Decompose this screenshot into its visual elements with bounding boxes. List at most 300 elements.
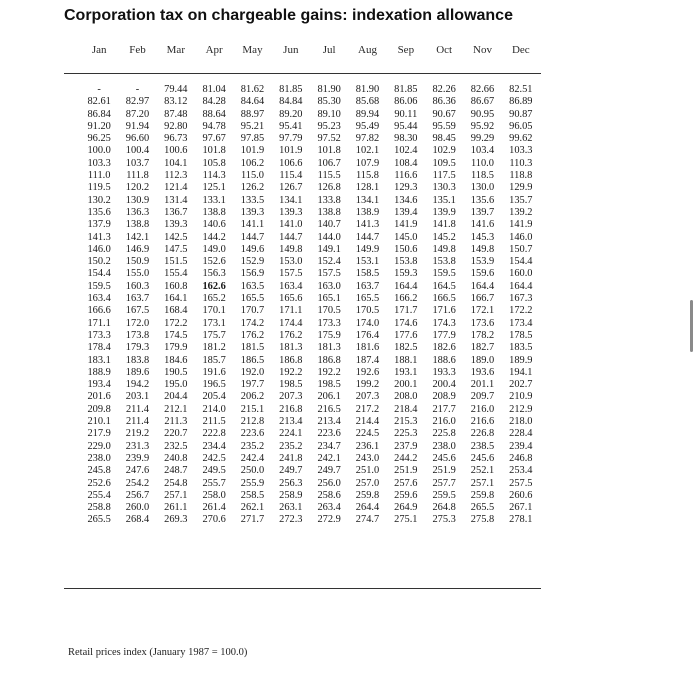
table-cell: 97.79: [279, 133, 303, 145]
table-cell: 245.6: [470, 452, 495, 464]
table-cell: 229.0: [87, 440, 111, 452]
table-cell: 255.9: [240, 477, 265, 489]
table-cell: 257.0: [355, 477, 380, 489]
table-cell: 152.9: [240, 256, 265, 268]
table-cell: 236.1: [355, 440, 380, 452]
table-cell: 89.20: [279, 108, 303, 120]
table-cell: 86.06: [394, 96, 418, 108]
table-row: [80, 416, 540, 428]
table-cell: 139.9: [432, 206, 456, 218]
table-cell: 115.5: [317, 170, 341, 182]
table-cell: 135.7: [509, 194, 533, 206]
table-cell: 199.2: [355, 379, 380, 391]
table-cell: 163.5: [240, 280, 265, 292]
table-cell: 108.4: [394, 157, 418, 169]
table-cell: 141.3: [87, 231, 111, 243]
table-cell: 89.94: [355, 108, 380, 120]
table-cell: 159.6: [470, 268, 495, 280]
table-cell: 141.9: [509, 219, 533, 231]
table-cell: 165.5: [240, 293, 265, 305]
table-cell: 238.5: [470, 440, 495, 452]
table-cell: 181.5: [240, 342, 265, 354]
table-cell: 174.0: [355, 317, 380, 329]
table-cell: 223.6: [317, 428, 341, 440]
table-cell: 246.8: [509, 452, 533, 464]
table-cell: 251.9: [432, 465, 456, 477]
table-row: [80, 367, 540, 379]
footnote: Retail prices index (January 1987 = 100.0): [68, 647, 248, 658]
table-cell: 164.1: [164, 293, 188, 305]
table-cell: 82.26: [432, 84, 456, 95]
table-cell: 163.4: [279, 280, 303, 292]
table-cell: 141.9: [394, 219, 418, 231]
table-cell: 247.6: [125, 465, 150, 477]
table-cell: 81.85: [279, 84, 303, 95]
table-cell: 107.9: [355, 157, 380, 169]
table-cell: 193.3: [432, 366, 456, 378]
table-cell: 216.5: [317, 403, 341, 415]
month-header: Jul: [322, 44, 336, 56]
table-cell: 115.0: [240, 170, 264, 182]
table-cell: 83.12: [164, 96, 188, 108]
table-cell: 131.4: [164, 194, 188, 206]
table-cell: 79.44: [164, 84, 188, 95]
table-cell: 153.9: [470, 256, 495, 268]
table-cell: 278.1: [509, 514, 533, 526]
table-row: [80, 232, 540, 244]
table-cell: 267.1: [509, 502, 533, 514]
table-cell: 263.1: [279, 502, 303, 514]
table-row: [80, 96, 540, 108]
table-cell: 96.25: [87, 133, 111, 145]
table-cell: 192.2: [317, 366, 341, 378]
table-cell: 188.1: [394, 354, 418, 366]
table-cell: 126.8: [317, 182, 341, 194]
table-cell: 106.6: [279, 157, 303, 169]
scrollbar-thumb[interactable]: [690, 300, 693, 352]
table-cell: 141.0: [279, 219, 303, 231]
table-cell: 91.94: [125, 120, 150, 132]
table-cell: 254.2: [125, 477, 150, 489]
table-row: [80, 133, 540, 145]
table-row: [80, 465, 540, 477]
table-cell: 182.7: [470, 342, 495, 354]
table-cell: 95.44: [394, 120, 418, 132]
table-cell: 150.7: [509, 243, 533, 255]
table-cell: 149.0: [202, 243, 226, 255]
table-cell: 174.5: [164, 329, 188, 341]
table-row: [80, 219, 540, 231]
table-cell: 215.3: [394, 416, 418, 428]
table-row: [80, 109, 540, 121]
table-cell: 159.3: [394, 268, 418, 280]
table-cell: 193.1: [394, 366, 418, 378]
table-cell: 215.1: [240, 403, 265, 415]
table-cell: 186.8: [279, 354, 303, 366]
table-cell: 129.9: [509, 182, 533, 194]
table-cell: 251.0: [355, 465, 380, 477]
table-cell: 261.1: [164, 502, 188, 514]
table-cell: 152.6: [202, 256, 226, 268]
table-cell: 173.4: [509, 317, 533, 329]
rpi-table-body: [80, 84, 540, 527]
table-cell: 234.7: [317, 440, 341, 452]
table-cell: 259.6: [394, 489, 418, 501]
table-cell: 235.2: [240, 440, 265, 452]
table-cell: 141.8: [432, 219, 456, 231]
table-cell: 133.1: [202, 194, 226, 206]
table-cell: 85.30: [317, 96, 341, 108]
table-cell: 252.6: [87, 477, 111, 489]
table-cell: 194.1: [509, 366, 533, 378]
table-cell: 242.5: [202, 452, 226, 464]
table-cell: 156.3: [202, 268, 226, 280]
table-cell: 192.6: [355, 366, 380, 378]
table-cell: 174.2: [240, 317, 265, 329]
table-row: [80, 342, 540, 354]
table-cell: 144.7: [355, 231, 380, 243]
table-cell: 179.9: [164, 342, 188, 354]
table-cell: 120.2: [125, 182, 150, 194]
table-cell: 115.8: [355, 170, 379, 182]
table-cell: 255.7: [202, 477, 226, 489]
table-cell: 173.6: [470, 317, 495, 329]
table-cell: 202.7: [509, 379, 533, 391]
table-cell: 192.2: [279, 366, 303, 378]
table-cell: 198.5: [279, 379, 303, 391]
table-cell: 97.82: [355, 133, 380, 145]
table-cell: 111.0: [87, 170, 111, 182]
table-cell: 165.2: [202, 293, 226, 305]
table-cell: 228.4: [509, 428, 533, 440]
table-cell: 144.7: [240, 231, 265, 243]
table-cell: 144.7: [279, 231, 303, 243]
table-row: [80, 490, 540, 502]
month-header: Oct: [436, 44, 453, 56]
table-cell: 150.6: [394, 243, 418, 255]
table-cell: 137.9: [87, 219, 111, 231]
table-cell: 139.4: [394, 206, 418, 218]
table-cell: 210.9: [509, 391, 533, 403]
table-cell: 106.7: [317, 157, 341, 169]
table-cell: 183.1: [87, 354, 111, 366]
table-cell: 118.5: [470, 170, 494, 182]
table-cell: 173.3: [317, 317, 341, 329]
table-cell: 82.97: [125, 96, 150, 108]
table-cell: 172.0: [125, 317, 150, 329]
table-cell: 164.5: [432, 280, 456, 292]
table-cell: 252.1: [470, 465, 495, 477]
table-cell: 172.1: [470, 305, 495, 317]
table-cell: 135.6: [470, 194, 495, 206]
table-cell: 145.3: [470, 231, 495, 243]
table-cell: 188.6: [432, 354, 456, 366]
table-cell: 126.2: [240, 182, 265, 194]
table-cell: 92.80: [164, 120, 188, 132]
table-cell: 177.6: [394, 329, 418, 341]
table-cell: 94.78: [202, 120, 226, 132]
table-cell: 149.8: [432, 243, 456, 255]
table-row: [80, 379, 540, 391]
month-header: Jan: [91, 44, 107, 56]
table-row: [80, 355, 540, 367]
table-cell: 232.5: [164, 440, 188, 452]
table-cell: 101.9: [279, 145, 303, 157]
table-cell: 138.8: [317, 206, 341, 218]
table-cell: 207.3: [279, 391, 303, 403]
table-cell: 211.3: [164, 416, 188, 428]
table-cell: 101.8: [202, 145, 226, 157]
table-cell: 95.41: [279, 120, 303, 132]
table-cell: 81.62: [240, 84, 265, 95]
table-row: [80, 170, 540, 182]
table-cell: 166.7: [470, 293, 495, 305]
table-cell: 109.5: [432, 157, 456, 169]
table-cell: 103.3: [509, 145, 533, 157]
table-cell: 101.8: [317, 145, 341, 157]
table-cell: 216.0: [432, 416, 456, 428]
table-row: [80, 281, 540, 293]
table-cell: 189.0: [470, 354, 495, 366]
table-cell: 272.9: [317, 514, 341, 526]
table-cell: 155.4: [164, 268, 188, 280]
table-cell: 149.8: [279, 243, 303, 255]
table-cell: 256.7: [125, 489, 150, 501]
table-cell: 181.3: [279, 342, 303, 354]
table-cell: 96.60: [125, 133, 150, 145]
table-cell: 154.4: [87, 268, 111, 280]
table-cell: 82.51: [509, 84, 533, 95]
table-cell: 125.1: [202, 182, 226, 194]
table-cell: 167.3: [509, 293, 533, 305]
table-cell: 84.64: [240, 96, 265, 108]
table-cell: 166.6: [87, 305, 111, 317]
table-cell: 100.6: [164, 145, 188, 157]
table-cell: 160.3: [125, 280, 150, 292]
table-cell: 149.1: [317, 243, 341, 255]
table-cell: 134.6: [394, 194, 418, 206]
table-cell: 258.0: [202, 489, 226, 501]
month-header: Dec: [511, 44, 530, 56]
table-cell: 139.2: [509, 206, 533, 218]
table-cell: 241.8: [279, 452, 303, 464]
table-cell: 86.67: [470, 96, 495, 108]
table-cell: 177.9: [432, 329, 456, 341]
table-cell: 130.3: [432, 182, 456, 194]
table-cell: 175.9: [317, 329, 341, 341]
table-cell: 238.0: [87, 452, 111, 464]
table-cell: 165.5: [355, 293, 380, 305]
table-cell: 193.6: [470, 366, 495, 378]
table-cell: 139.7: [470, 206, 495, 218]
table-cell: 191.6: [202, 366, 226, 378]
table-cell: 98.30: [394, 133, 418, 145]
table-cell: 248.7: [164, 465, 188, 477]
table-cell: 90.11: [394, 108, 418, 120]
table-cell: 217.2: [355, 403, 380, 415]
table-cell: 243.0: [355, 452, 380, 464]
table-cell: 103.7: [125, 157, 150, 169]
table-cell: 219.2: [125, 428, 150, 440]
month-header: Apr: [205, 44, 223, 56]
table-cell: 206.2: [240, 391, 265, 403]
table-cell: 163.4: [87, 293, 111, 305]
table-row: [80, 84, 540, 96]
table-cell: 187.4: [355, 354, 380, 366]
table-cell: 213.4: [317, 416, 341, 428]
table-cell: 253.4: [509, 465, 533, 477]
table-cell: 249.5: [202, 465, 226, 477]
table-cell: 149.9: [355, 243, 380, 255]
table-cell: 91.20: [87, 120, 111, 132]
table-cell: 81.04: [202, 84, 226, 95]
table-cell: 153.8: [394, 256, 418, 268]
table-cell: 184.6: [164, 354, 188, 366]
table-cell: 154.4: [509, 256, 533, 268]
table-cell: 163.0: [317, 280, 341, 292]
table-row: [80, 330, 540, 342]
table-cell: 260.0: [125, 502, 150, 514]
table-cell: 257.1: [470, 477, 495, 489]
table-cell: 170.7: [240, 305, 265, 317]
table-cell: 162.6: [202, 280, 226, 292]
table-row: [80, 453, 540, 465]
table-cell: 201.6: [87, 391, 111, 403]
table-cell: 200.1: [394, 379, 418, 391]
table-cell: 159.5: [432, 268, 456, 280]
table-cell: 95.92: [470, 120, 495, 132]
table-cell: 95.59: [432, 120, 456, 132]
table-cell: 118.8: [509, 170, 533, 182]
table-cell: 100.4: [125, 145, 150, 157]
table-cell: 136.3: [125, 206, 150, 218]
table-cell: 138.8: [125, 219, 150, 231]
table-row: [80, 502, 540, 514]
table-cell: 139.3: [164, 219, 188, 231]
table-cell: 216.6: [470, 416, 495, 428]
table-cell: 206.1: [317, 391, 341, 403]
table-cell: 251.9: [394, 465, 418, 477]
table-cell: 96.73: [164, 133, 188, 145]
month-header-row: [80, 44, 540, 56]
table-row: [80, 514, 540, 526]
table-cell: 170.5: [355, 305, 380, 317]
table-cell: 193.4: [87, 379, 111, 391]
table-cell: 88.64: [202, 108, 226, 120]
table-cell: 103.4: [470, 145, 495, 157]
table-row: [80, 145, 540, 157]
table-cell: 170.1: [202, 305, 226, 317]
table-cell: 189.6: [125, 366, 150, 378]
table-cell: 218.0: [509, 416, 533, 428]
table-cell: 146.9: [125, 243, 150, 255]
table-cell: 223.6: [240, 428, 265, 440]
table-cell: 128.1: [355, 182, 380, 194]
table-cell: 130.2: [87, 194, 111, 206]
table-cell: 222.8: [202, 428, 226, 440]
table-cell: 258.9: [279, 489, 303, 501]
table-cell: 195.0: [164, 379, 188, 391]
table-cell: 141.1: [240, 219, 265, 231]
table-cell: 262.1: [240, 502, 265, 514]
table-cell: 258.8: [87, 502, 111, 514]
table-cell: 112.3: [164, 170, 188, 182]
table-cell: 126.7: [279, 182, 303, 194]
table-cell: 257.5: [509, 477, 533, 489]
table-cell: 238.0: [432, 440, 456, 452]
table-cell: 135.1: [432, 194, 456, 206]
table-cell: 183.5: [509, 342, 533, 354]
table-cell: 173.3: [87, 329, 111, 341]
table-cell: 116.6: [394, 170, 418, 182]
table-cell: 95.23: [317, 120, 341, 132]
table-cell: 149.6: [240, 243, 265, 255]
table-cell: 153.8: [432, 256, 456, 268]
month-header: Jun: [283, 44, 299, 56]
table-cell: 142.5: [164, 231, 188, 243]
table-cell: 190.5: [164, 366, 188, 378]
table-cell: 106.2: [240, 157, 265, 169]
table-cell: 146.0: [87, 243, 111, 255]
table-cell: 99.29: [470, 133, 495, 145]
table-cell: 155.0: [125, 268, 150, 280]
table-cell: 256.3: [279, 477, 303, 489]
table-cell: 212.1: [164, 403, 188, 415]
table-row: [80, 207, 540, 219]
table-cell: 115.4: [279, 170, 303, 182]
table-cell: 173.1: [202, 317, 226, 329]
table-row: [80, 391, 540, 403]
table-cell: 90.95: [470, 108, 495, 120]
table-cell: 136.7: [164, 206, 188, 218]
table-cell: 264.4: [355, 502, 380, 514]
table-cell: 179.3: [125, 342, 150, 354]
table-cell: 144.0: [317, 231, 341, 243]
table-cell: 86.36: [432, 96, 456, 108]
table-cell: 138.8: [202, 206, 226, 218]
table-cell: 87.48: [164, 108, 188, 120]
table-cell: 175.7: [202, 329, 226, 341]
table-cell: 249.7: [279, 465, 303, 477]
table-cell: 239.9: [125, 452, 150, 464]
table-cell: 217.9: [87, 428, 111, 440]
table-cell: 101.9: [240, 145, 265, 157]
month-header: Sep: [397, 44, 415, 56]
table-cell: 146.0: [509, 231, 533, 243]
table-cell: 255.4: [87, 489, 111, 501]
table-cell: 168.4: [164, 305, 188, 317]
table-cell: 181.2: [202, 342, 226, 354]
table-cell: 102.1: [355, 145, 380, 157]
table-cell: 220.7: [164, 428, 188, 440]
table-cell: 150.9: [125, 256, 150, 268]
table-cell: 189.9: [509, 354, 533, 366]
table-cell: -: [97, 84, 101, 95]
table-cell: 100.0: [87, 145, 111, 157]
table-cell: 216.8: [279, 403, 303, 415]
table-cell: 82.66: [470, 84, 495, 95]
table-cell: 204.4: [164, 391, 188, 403]
table-cell: 264.9: [394, 502, 418, 514]
table-cell: 249.7: [317, 465, 341, 477]
table-cell: 192.0: [240, 366, 265, 378]
table-cell: 130.0: [470, 182, 495, 194]
table-cell: 111.8: [126, 170, 149, 182]
table-cell: 114.3: [202, 170, 226, 182]
table-cell: 119.5: [87, 182, 111, 194]
table-cell: 218.4: [394, 403, 418, 415]
table-cell: 153.1: [355, 256, 380, 268]
